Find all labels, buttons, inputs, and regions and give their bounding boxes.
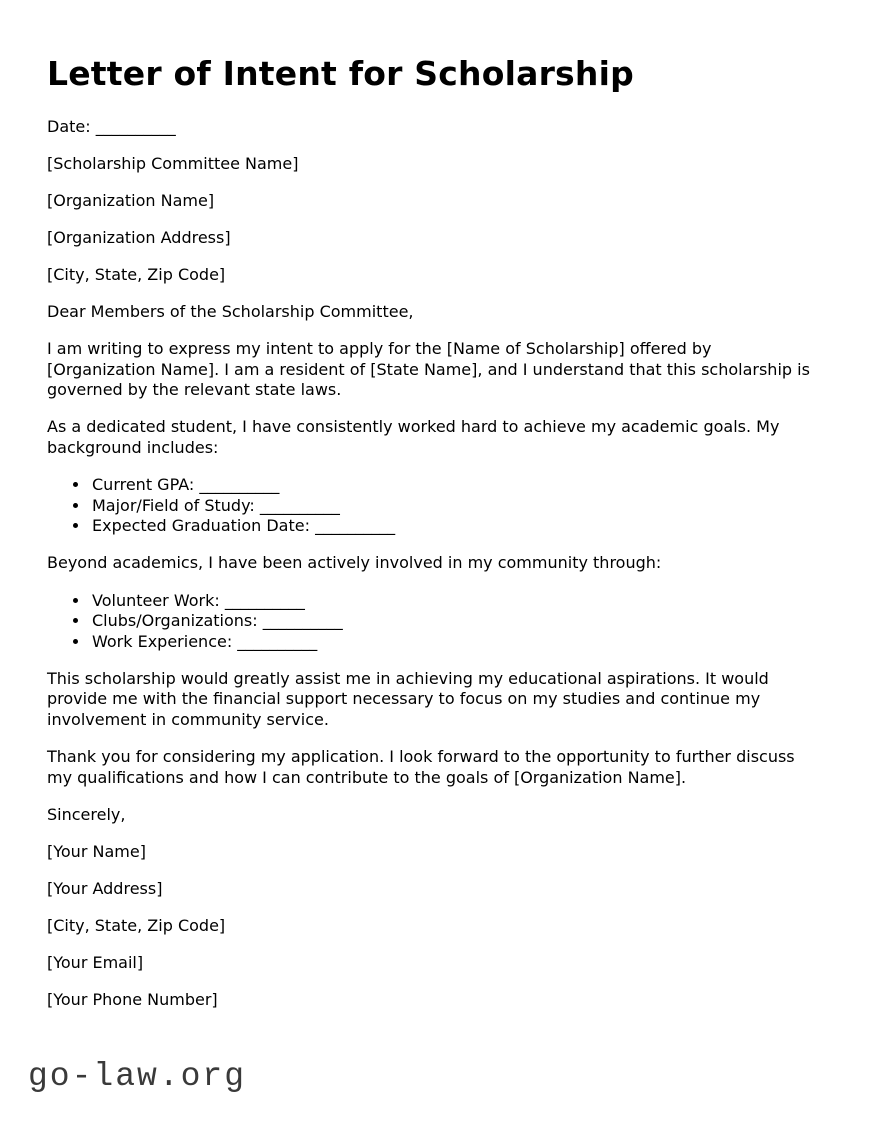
list-item-major-field: • Major/Field of Study: __________ (90, 496, 824, 517)
signature-your-phone: [Your Phone Number] (47, 990, 218, 1010)
paragraph-intent: I am writing to express my intent to apply for the [Name of Scholarship] offered by [Organization Name]. I am a resident of [State Name], and I understand that this scholarship is governed by the relevant state laws. (47, 339, 810, 400)
recipient-organization-address: [Organization Address] (47, 227, 231, 247)
list-item-clubs-organizations: • Clubs/Organizations: __________ (90, 611, 824, 632)
paragraph-thanks: Thank you for considering my application. I look forward to the opportunity to further discuss my qualifications and how I can contribute to the goals of [Organization Name]. (47, 747, 795, 787)
salutation: Dear Members of the Scholarship Committee, (47, 302, 414, 322)
signature-city-state-zip: [City, State, Zip Code] (47, 916, 226, 936)
list-item-current-gpa: • Current GPA: __________ (90, 475, 824, 496)
signature-your-address: [Your Address] (47, 878, 163, 898)
signature-your-email: [Your Email] (47, 953, 144, 973)
paragraph-community: Beyond academics, I have been actively involved in my community through: (47, 553, 662, 573)
recipient-committee-name: [Scholarship Committee Name] (47, 153, 299, 173)
paragraph-assist: This scholarship would greatly assist me in achieving my educational aspirations. It would provide me with the financial support necessary to focus on my studies and continue my involvement in community service. (47, 668, 769, 729)
list-item-work-experience: • Work Experience: __________ (90, 632, 824, 653)
page-title: Letter of Intent for Scholarship (47, 54, 634, 93)
academic-bullet-list (47, 475, 824, 537)
recipient-city-state-zip: [City, State, Zip Code] (47, 264, 226, 284)
list-item-volunteer-work: • Volunteer Work: __________ (90, 591, 824, 612)
footer-watermark: go-law.org (28, 1058, 247, 1095)
date-line: Date: __________ (47, 116, 176, 136)
paragraph-background: As a dedicated student, I have consistently worked hard to achieve my academic goals. My background includes: (47, 417, 780, 458)
community-bullet-list (47, 591, 824, 653)
list-item-graduation-date: • Expected Graduation Date: __________ (90, 516, 824, 537)
recipient-organization-name: [Organization Name] (47, 190, 215, 210)
closing: Sincerely, (47, 804, 126, 824)
signature-your-name: [Your Name] (47, 841, 146, 861)
